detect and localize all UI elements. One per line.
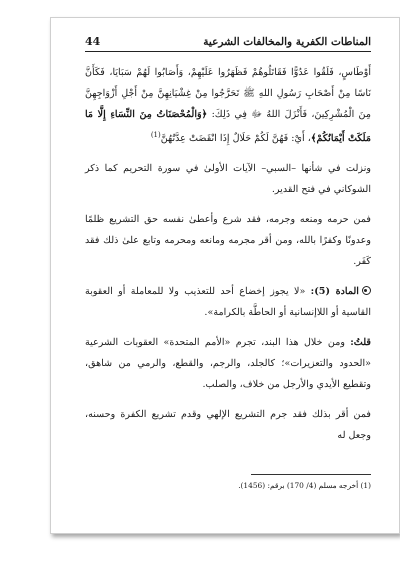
paragraph-prohibition: فمن حرمه ومنعه وجرمه، فقد شرع وأعطىٰ نفسه حق التشريع ظلمًا وعدونًا وكفرًا بالله، ومن أقر مجرمه ومانعه ومحرمه وتابع علىٰ ذلك فقد كَفَر. — [85, 214, 371, 268]
hadith-text: أَوْطَاسٍ، فَلَقُوا عَدُوًّا فَقَاتَلُوهُمْ فَظَهَرُوا عَلَيْهِمْ، وَأَصَابُوا لَهُمْ سَبَايَا، فَكَأَنَّ نَاسًا مِنْ أَصْحَابِ رَسُولِ اللهِ ﷺ تَحَرَّجُوا مِنْ غِشْيَانِهِنَّ مِنْ أَجْلِ أَزْوَاجِهِنَّ مِنَ الْمُشْرِكِينَ، فَأَنْزَلَ اللهُ ﷻ فِي ذَلِكَ: — [85, 67, 371, 120]
hadith-text-end: ، أَيْ: فَهُنَّ لَكُمْ حَلَالٌ إِذَا انْقَضَتْ عِدَّتُهُنَّ — [160, 133, 311, 145]
article-label: المادة (5): — [310, 286, 359, 298]
quran-verse: ﴿وَالْمُحْصَنَاتُ مِنَ النِّسَاءِ إِلَّا مَا مَلَكَتْ أَيْمَانُكُمْ﴾ — [85, 109, 371, 145]
header-title: المناطات الكفرية والمخالفات الشرعية — [203, 36, 371, 48]
page-number: 44 — [85, 35, 101, 48]
paragraph-comment — [85, 332, 371, 395]
footnote: (1) أخرجه مسلم (4/ 170) برقم: (1456). — [238, 481, 371, 490]
paragraph-hadith — [85, 62, 371, 149]
body-text — [85, 62, 371, 455]
paragraph-conclusion: فمن أقر بذلك فقد جرم التشريع الإلهي وقدم تشريع الكفرة وحسنه، وجعل له — [85, 409, 371, 442]
footnote-divider — [251, 474, 371, 475]
paragraph-captives: ونزلت في شأنها –السبي– الآيات الأولىٰ في سورة التحريم كما ذكر الشوكاني في فتح القدير. — [85, 163, 371, 196]
comment-label: قلتُ: — [350, 337, 371, 349]
paragraph-article-5 — [85, 281, 371, 323]
running-header — [85, 32, 371, 52]
comment-text: ومن خلال هذا البند، تجرم «الأمم المتحدة» العقوبات الشرعية «الحدود والتعزيرات»؛ كالجلد، والرجم، والقطع، والرمي من شاهق، وتقطيع الأيدي والأرجل من خلاف، والصلب. — [85, 337, 371, 391]
footnote-marker[interactable]: (1) — [150, 131, 161, 139]
document-page — [50, 17, 400, 534]
target-bullet-icon — [362, 286, 371, 295]
article-text: «لا يجوز إخضاع أحد للتعذيب ولا للمعاملة أو العقوبة القاسية أو اللاإنسانية أو الحاطَّة بالكرامة». — [85, 286, 371, 319]
